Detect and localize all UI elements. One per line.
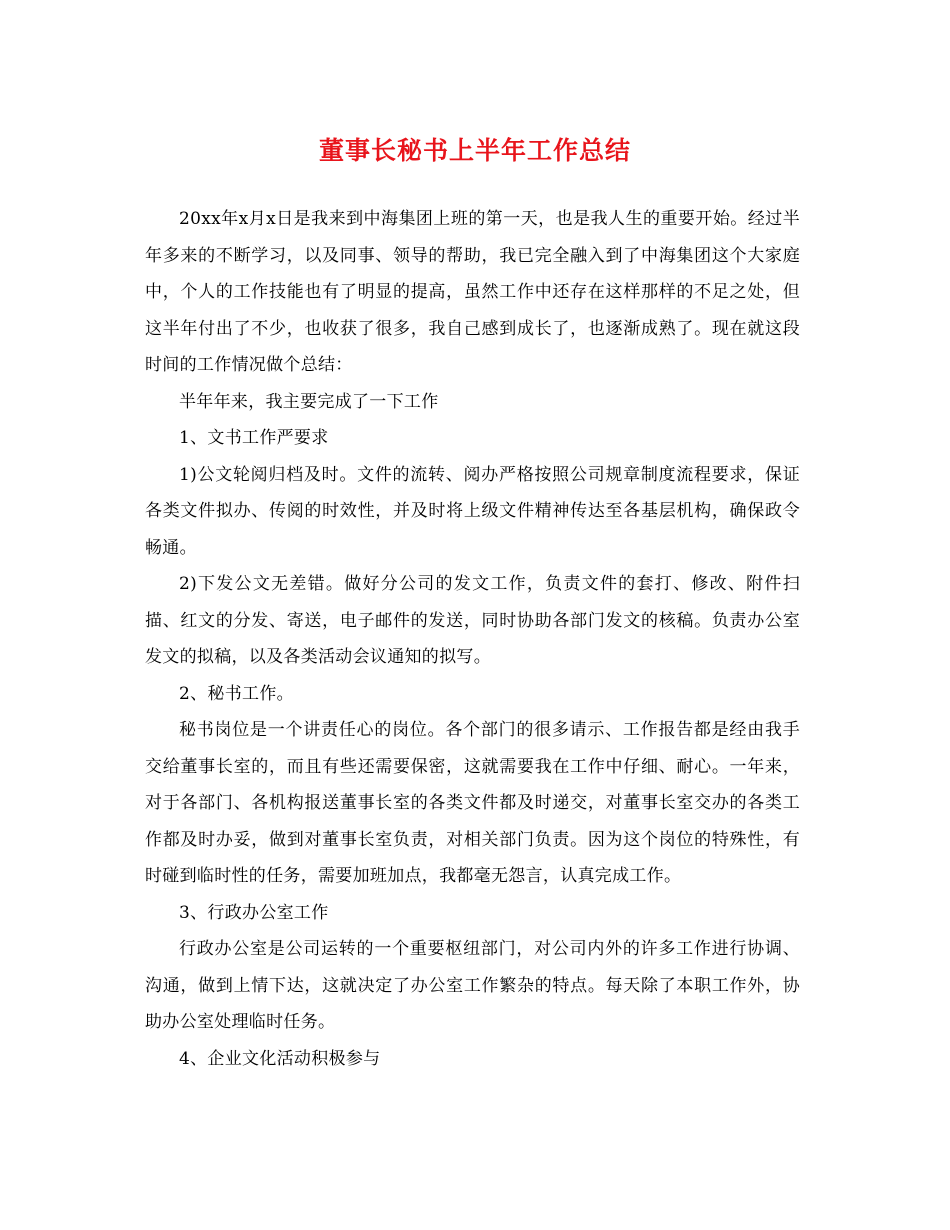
paragraph-intro: 20xx年x月x日是我来到中海集团上班的第一天，也是我人生的重要开始。经过半年多来的不断学习，以及同事、领导的帮助，我已完全融入到了中海集团这个大家庭中，个人的工作技能也有了明显的提高，虽然工作中还存在这样那样的不足之处，但这半年付出了不少，也收获了很多，我自己感到成长了，也逐渐成熟了。现在就这段时间的工作情况做个总结：	[145, 209, 800, 375]
document-title: 董事长秘书上半年工作总结	[318, 136, 631, 165]
paragraph-item-1-2: 2)下发公文无差错。做好分公司的发文工作，负责文件的套打、修改、附件扫描、红文的分发、寄送，电子邮件的发送，同时协助各部门发文的核稿。负责办公室发文的拟稿，以及各类活动会议通知的拟写。	[145, 574, 800, 667]
paragraph-item-1-1: 1)公文轮阅归档及时。文件的流转、阅办严格按照公司规章制度流程要求，保证各类文件拟办、传阅的时效性，并及时将上级文件精神传达至各基层机构，确保政令畅通。	[145, 464, 800, 558]
paragraph-admin-office: 行政办公室是公司运转的一个重要枢纽部门，对公司内外的许多工作进行协调、沟通，做到上情下达，这就决定了办公室工作繁杂的特点。每天除了本职工作外，协助办公室处理临时任务。	[145, 939, 800, 1032]
paragraph-secretary: 秘书岗位是一个讲责任心的岗位。各个部门的很多请示、工作报告都是经由我手交给董事长室的，而且有些还需要保密，这就需要我在工作中仔细、耐心。一年来，对于各部门、各机构报送董事长室的各类文件都及时递交，对董事长室交办的各类工作都及时办妥，做到对董事长室负责，对相关部门负责。因为这个岗位的特殊性，有时碰到临时性的任务，需要加班加点，我都毫无怨言，认真完成工作。	[145, 720, 800, 886]
document-body	[145, 201, 800, 1077]
section-heading-2: 2、秘书工作。	[179, 683, 294, 704]
section-heading-4: 4、企业文化活动积极参与	[179, 1048, 381, 1069]
section-heading-3: 3、行政办公室工作	[179, 902, 329, 923]
paragraph-overview: 半年年来，我主要完成了一下工作	[179, 391, 439, 412]
section-heading-1: 1、文书工作严要求	[179, 428, 329, 448]
